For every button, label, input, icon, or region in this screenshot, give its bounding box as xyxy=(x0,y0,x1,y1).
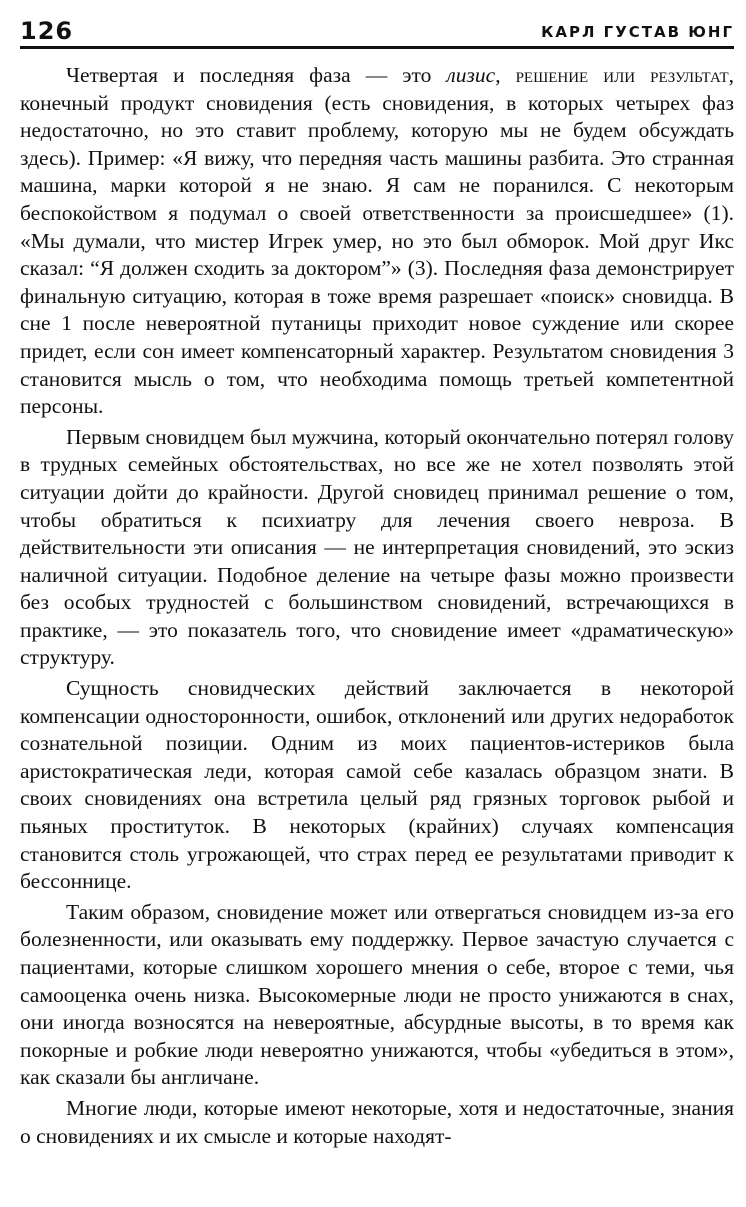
text-run: Сущность сновидческих действий заключается в некоторой компенсации односторонности, ошибок, отклонений или других недоработок сознательной позиции. Одним из моих пациентов-истериков была аристократическая леди, которая самой себе казалась образцом знати. В своих сновидениях она встретила целый ряд грязных торговок рыбой и пьяных проституток. В некоторых (крайних) случаях компенсация становится столь угрожающей, что страх перед ее результатами приводит к бессоннице. xyxy=(20,676,734,894)
paragraph xyxy=(20,899,734,1092)
text-run-small-caps: решение или результат xyxy=(515,63,729,87)
body-text xyxy=(20,62,734,1150)
paragraph xyxy=(20,62,734,421)
paragraph xyxy=(20,1095,734,1150)
text-run: Многие люди, которые имеют некоторые, хотя и недостаточные, знания о сновидениях и их смысле и которые находят- xyxy=(20,1095,734,1148)
text-run: Первым сновидцем был мужчина, который окончательно потерял голову в трудных семейных обстоятельствах, но все же не хотел позволять этой ситуации дойти до крайности. Другой сновидец принимал решение о том, чтобы обратиться к психиатру для лечения своего невроза. В действительности эти описания — не интерпретация сновидений, это эскиз наличной ситуации. Подобное деление на четыре фазы можно произвести без особых трудностей с большинством сновидений, встречающихся в практике, — это показатель того, что сновидение имеет «драматическую» структуру. xyxy=(20,424,734,670)
paragraph xyxy=(20,675,734,896)
paragraph xyxy=(20,424,734,672)
running-header xyxy=(20,14,734,49)
text-run: Таким образом, сновидение может или отвергаться сновидцем из-за его болезненности, или оказывать ему поддержку. Первое зачастую случается с пациентами, которые слишком хорошего мнения о себе, второе с теми, чья самооценка очень низка. Высокомерные люди не просто унижаются в снах, они иногда возносятся на невероятные, абсурдные высоты, в то время как покорные и робкие люди невероятно унижаются, чтобы «убедиться в этом», как сказали бы англичане. xyxy=(20,899,734,1090)
text-run: , конечный продукт сновидения (есть сновидения, в которых четырех фаз недостаточно, но это ставит проблему, которую мы не будем обсуждать здесь). Пример: «Я вижу, что передняя часть машины разбита. Это странная машина, марки которой я не знаю. Я сам не поранился. С некоторым беспокойством я подумал о своей ответственности за происшедшее» (1). «Мы думали, что мистер Игрек умер, но это был обморок. Мой друг Икс сказал: “Я должен сходить за доктором”» (3). Последняя фаза демонстрирует финальную ситуацию, которая в тоже время разрешает «поиск» сновидца. В сне 1 после невероятной путаницы приходит новое суждение или скорее придет, если сон имеет компенсаторный характер. Результатом сновидения 3 становится мысль о том, что необходима помощь третьей компетентной персоны. xyxy=(20,63,735,419)
book-page xyxy=(20,14,734,1150)
page-number: 126 xyxy=(20,17,74,45)
text-run: , xyxy=(495,63,516,87)
text-run-italic: лизис xyxy=(446,63,496,87)
text-run: Четвертая и последняя фаза — это xyxy=(66,63,447,87)
running-title: КАРЛ ГУСТАВ ЮНГ xyxy=(541,23,734,41)
